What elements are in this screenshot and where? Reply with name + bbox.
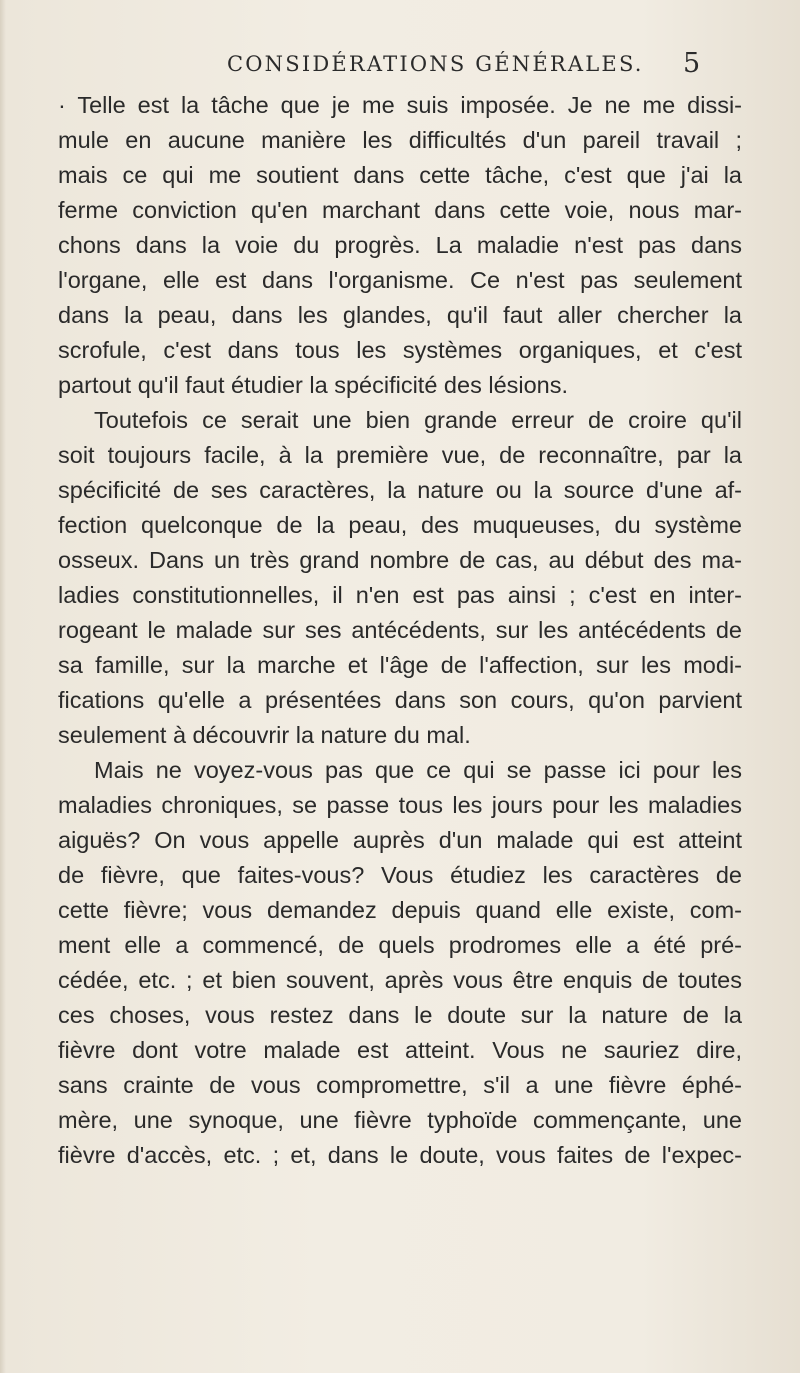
- text-line: fièvre dont votre malade est atteint. Vous ne sauriez dire,: [58, 1037, 742, 1063]
- text-line: mule en aucune manière les difficultés d'un pareil travail ;: [58, 127, 742, 153]
- text-line: fection quelconque de la peau, des muqueuses, du système: [58, 512, 742, 538]
- text-line: cédée, etc. ; et bien souvent, après vous être enquis de toutes: [58, 967, 742, 993]
- text-line: seulement à découvrir la nature du mal.: [58, 722, 471, 748]
- text-line: sa famille, sur la marche et l'âge de l'affection, sur les modi-: [58, 652, 742, 678]
- page-header: [0, 50, 800, 90]
- text-line: ferme conviction qu'en marchant dans cette voie, nous mar-: [58, 197, 742, 223]
- body-text: [58, 88, 742, 1173]
- page-number: 5: [683, 48, 701, 79]
- text-line: rogeant le malade sur ses antécédents, sur les antécédents de: [58, 617, 742, 643]
- page-edge-shadow: [0, 0, 6, 1373]
- text-line: ladies constitutionnelles, il n'en est pas ainsi ; c'est en inter-: [58, 582, 742, 608]
- text-line: dans la peau, dans les glandes, qu'il faut aller chercher la: [58, 302, 742, 328]
- text-line: fications qu'elle a présentées dans son cours, qu'on parvient: [58, 687, 742, 713]
- text-line: chons dans la voie du progrès. La maladie n'est pas dans: [58, 232, 742, 258]
- text-line: l'organe, elle est dans l'organisme. Ce n'est pas seulement: [58, 267, 742, 293]
- text-line: maladies chroniques, se passe tous les jours pour les maladies: [58, 792, 742, 818]
- text-line: ment elle a commencé, de quels prodromes elle a été pré-: [58, 932, 742, 958]
- text-line: soit toujours facile, à la première vue, de reconnaître, par la: [58, 442, 742, 468]
- text-line: cette fièvre; vous demandez depuis quand elle existe, com-: [58, 897, 742, 923]
- text-line: mais ce qui me soutient dans cette tâche, c'est que j'ai la: [58, 162, 742, 188]
- text-line: ces choses, vous restez dans le doute sur la nature de la: [58, 1002, 742, 1028]
- text-line: Toutefois ce serait une bien grande erreur de croire qu'il: [94, 407, 742, 433]
- text-line: partout qu'il faut étudier la spécificité des lésions.: [58, 372, 569, 398]
- text-line: spécificité de ses caractères, la nature ou la source d'une af-: [58, 477, 742, 503]
- text-line: aiguës? On vous appelle auprès d'un malade qui est atteint: [58, 827, 742, 853]
- text-line: de fièvre, que faites-vous? Vous étudiez les caractères de: [58, 862, 742, 888]
- text-line: fièvre d'accès, etc. ; et, dans le doute, vous faites de l'expec-: [58, 1142, 742, 1168]
- text-line: Mais ne voyez-vous pas que ce qui se passe ici pour les: [94, 757, 742, 783]
- text-line: osseux. Dans un très grand nombre de cas, au début des ma-: [58, 547, 742, 573]
- text-line: mère, une synoque, une fièvre typhoïde commençante, une: [58, 1107, 742, 1133]
- text-line: sans crainte de vous compromettre, s'il a une fièvre éphé-: [58, 1072, 742, 1098]
- text-line: scrofule, c'est dans tous les systèmes organiques, et c'est: [58, 337, 742, 363]
- text-line: · Telle est la tâche que je me suis imposée. Je ne me dissi-: [58, 92, 742, 118]
- running-head: CONSIDÉRATIONS GÉNÉRALES.: [227, 52, 644, 76]
